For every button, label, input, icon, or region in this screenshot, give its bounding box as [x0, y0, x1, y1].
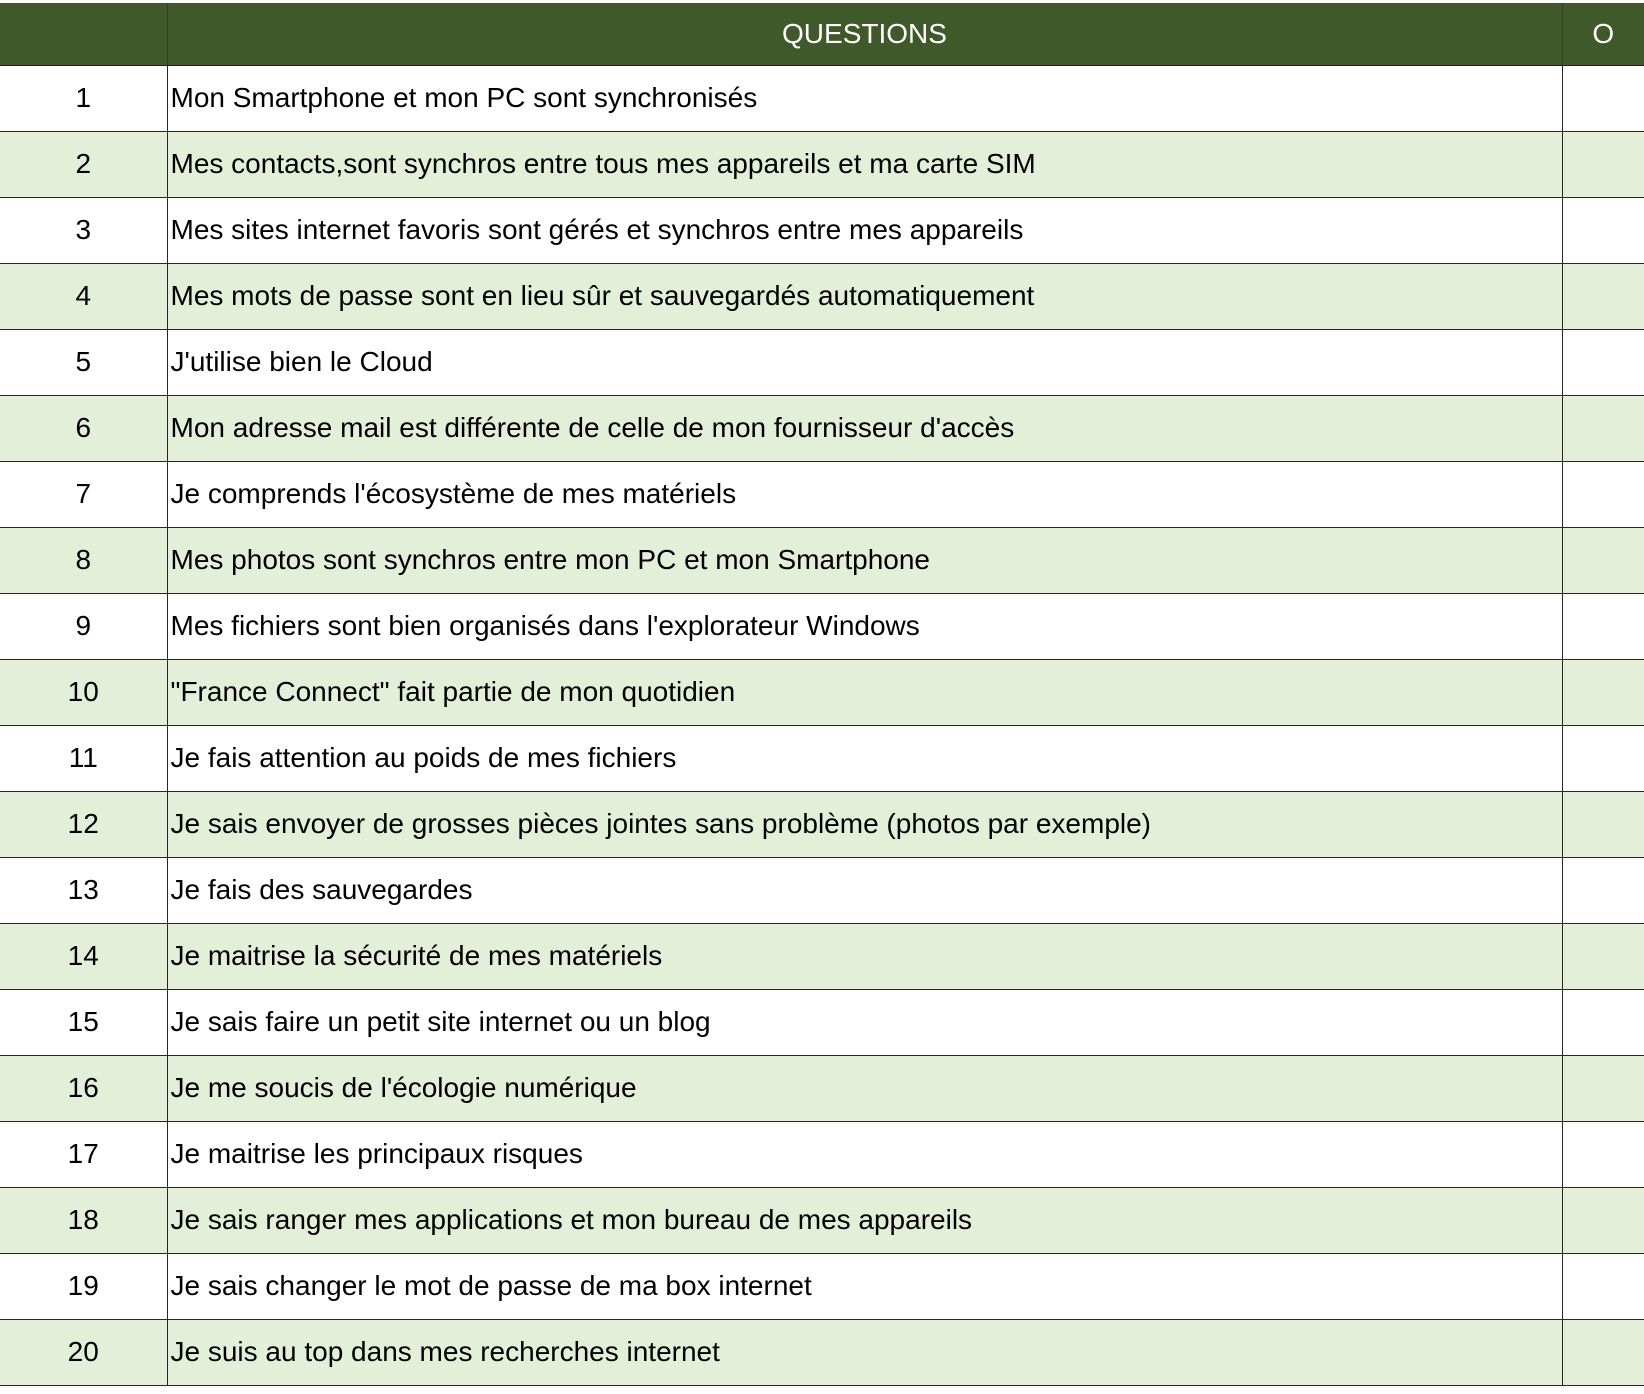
answer-o-cell[interactable] — [1562, 659, 1644, 725]
answer-o-cell[interactable] — [1562, 329, 1644, 395]
row-number-cell[interactable]: 5 — [0, 329, 167, 395]
question-cell[interactable]: Je me soucis de l'écologie numérique — [167, 1055, 1562, 1121]
answer-o-cell[interactable] — [1562, 131, 1644, 197]
question-cell[interactable]: Je sais envoyer de grosses pièces jointes sans problème (photos par exemple) — [167, 791, 1562, 857]
table-row — [0, 1319, 1644, 1385]
answer-o-cell[interactable] — [1562, 197, 1644, 263]
row-number-cell[interactable]: 14 — [0, 923, 167, 989]
row-number-cell[interactable]: 20 — [0, 1319, 167, 1385]
row-number-cell[interactable]: 13 — [0, 857, 167, 923]
header-questions-cell[interactable]: QUESTIONS — [167, 3, 1562, 65]
question-cell[interactable]: Mes photos sont synchros entre mon PC et mon Smartphone — [167, 527, 1562, 593]
answer-o-cell[interactable] — [1562, 725, 1644, 791]
answer-o-cell[interactable] — [1562, 1121, 1644, 1187]
row-number-cell[interactable]: 15 — [0, 989, 167, 1055]
question-cell[interactable]: Mes fichiers sont bien organisés dans l'explorateur Windows — [167, 593, 1562, 659]
table-row — [0, 593, 1644, 659]
table-row — [0, 527, 1644, 593]
table-row — [0, 1187, 1644, 1253]
header-row — [0, 3, 1644, 65]
header-o-cell[interactable]: O — [1562, 3, 1644, 65]
table-row — [0, 659, 1644, 725]
questionnaire-sheet — [0, 3, 1644, 1386]
answer-o-cell[interactable] — [1562, 923, 1644, 989]
table-row — [0, 395, 1644, 461]
table-row — [0, 329, 1644, 395]
row-number-cell[interactable]: 4 — [0, 263, 167, 329]
header-number-cell[interactable] — [0, 3, 167, 65]
table-header — [0, 3, 1644, 65]
row-number-cell[interactable]: 7 — [0, 461, 167, 527]
answer-o-cell[interactable] — [1562, 1187, 1644, 1253]
answer-o-cell[interactable] — [1562, 461, 1644, 527]
question-cell[interactable]: Je fais attention au poids de mes fichiers — [167, 725, 1562, 791]
questions-table — [0, 3, 1644, 1386]
answer-o-cell[interactable] — [1562, 1055, 1644, 1121]
table-body — [0, 65, 1644, 1385]
table-row — [0, 791, 1644, 857]
row-number-cell[interactable]: 9 — [0, 593, 167, 659]
question-cell[interactable]: Je maitrise la sécurité de mes matériels — [167, 923, 1562, 989]
table-row — [0, 857, 1644, 923]
row-number-cell[interactable]: 12 — [0, 791, 167, 857]
table-row — [0, 989, 1644, 1055]
answer-o-cell[interactable] — [1562, 857, 1644, 923]
question-cell[interactable]: Mon Smartphone et mon PC sont synchronisés — [167, 65, 1562, 131]
question-cell[interactable]: J'utilise bien le Cloud — [167, 329, 1562, 395]
row-number-cell[interactable]: 16 — [0, 1055, 167, 1121]
table-row — [0, 131, 1644, 197]
answer-o-cell[interactable] — [1562, 1319, 1644, 1385]
row-number-cell[interactable]: 3 — [0, 197, 167, 263]
answer-o-cell[interactable] — [1562, 65, 1644, 131]
answer-o-cell[interactable] — [1562, 1253, 1644, 1319]
row-number-cell[interactable]: 18 — [0, 1187, 167, 1253]
table-row — [0, 197, 1644, 263]
table-row — [0, 65, 1644, 131]
table-row — [0, 725, 1644, 791]
question-cell[interactable]: Mes contacts,sont synchros entre tous mes appareils et ma carte SIM — [167, 131, 1562, 197]
question-cell[interactable]: Je comprends l'écosystème de mes matériels — [167, 461, 1562, 527]
row-number-cell[interactable]: 6 — [0, 395, 167, 461]
row-number-cell[interactable]: 11 — [0, 725, 167, 791]
table-row — [0, 263, 1644, 329]
table-row — [0, 1121, 1644, 1187]
answer-o-cell[interactable] — [1562, 263, 1644, 329]
table-row — [0, 461, 1644, 527]
answer-o-cell[interactable] — [1562, 791, 1644, 857]
question-cell[interactable]: Je maitrise les principaux risques — [167, 1121, 1562, 1187]
answer-o-cell[interactable] — [1562, 395, 1644, 461]
question-cell[interactable]: Je sais ranger mes applications et mon bureau de mes appareils — [167, 1187, 1562, 1253]
question-cell[interactable]: "France Connect" fait partie de mon quotidien — [167, 659, 1562, 725]
row-number-cell[interactable]: 17 — [0, 1121, 167, 1187]
answer-o-cell[interactable] — [1562, 593, 1644, 659]
row-number-cell[interactable]: 19 — [0, 1253, 167, 1319]
answer-o-cell[interactable] — [1562, 989, 1644, 1055]
question-cell[interactable]: Je suis au top dans mes recherches internet — [167, 1319, 1562, 1385]
question-cell[interactable]: Mes mots de passe sont en lieu sûr et sauvegardés automatiquement — [167, 263, 1562, 329]
row-number-cell[interactable]: 1 — [0, 65, 167, 131]
question-cell[interactable]: Je sais faire un petit site internet ou un blog — [167, 989, 1562, 1055]
question-cell[interactable]: Je sais changer le mot de passe de ma box internet — [167, 1253, 1562, 1319]
table-row — [0, 1055, 1644, 1121]
question-cell[interactable]: Mon adresse mail est différente de celle de mon fournisseur d'accès — [167, 395, 1562, 461]
row-number-cell[interactable]: 8 — [0, 527, 167, 593]
row-number-cell[interactable]: 10 — [0, 659, 167, 725]
table-row — [0, 1253, 1644, 1319]
question-cell[interactable]: Mes sites internet favoris sont gérés et synchros entre mes appareils — [167, 197, 1562, 263]
question-cell[interactable]: Je fais des sauvegardes — [167, 857, 1562, 923]
answer-o-cell[interactable] — [1562, 527, 1644, 593]
table-row — [0, 923, 1644, 989]
row-number-cell[interactable]: 2 — [0, 131, 167, 197]
